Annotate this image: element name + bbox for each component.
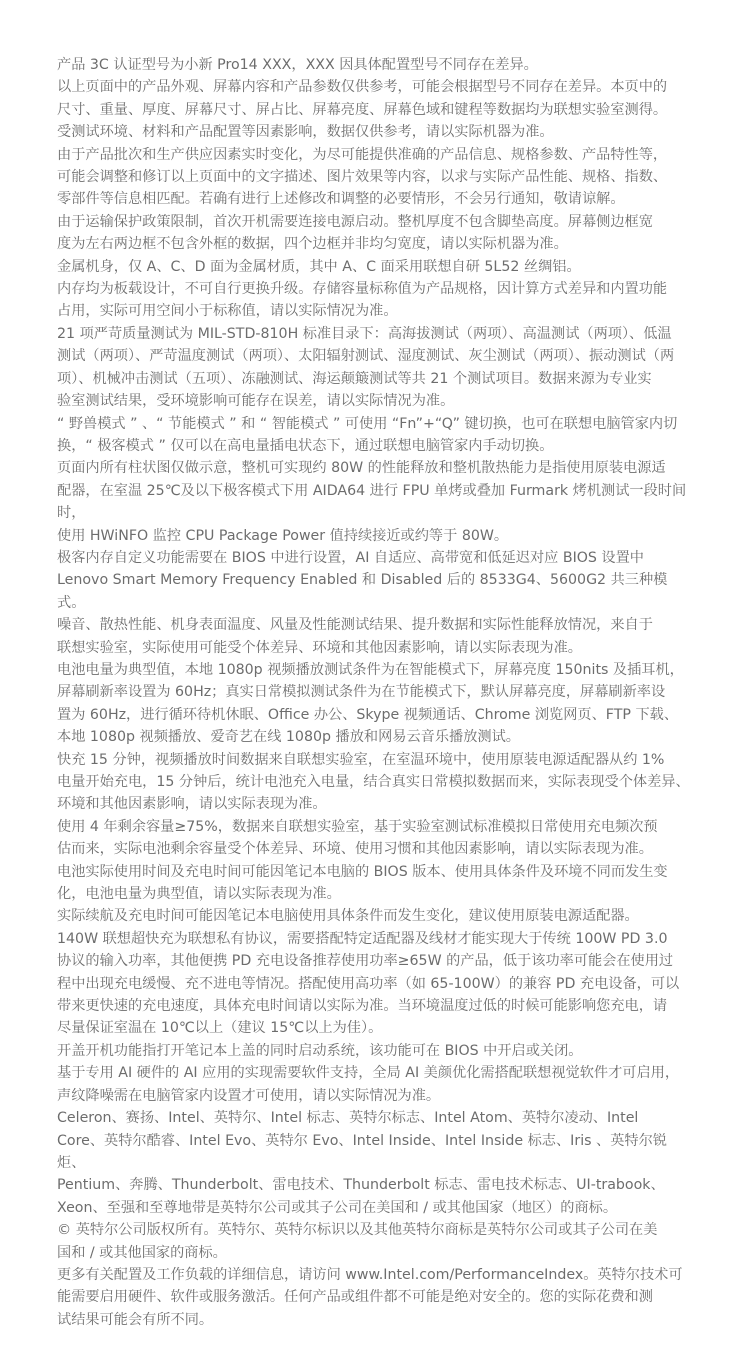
disclaimer-paragraph: 基于专用 AI 硬件的 AI 应用的实现需要软件支持，全局 AI 美颜优化需搭配联想视觉软件才可启用， 声纹降噪需在电脑管家内设置才可使用，请以实际情况为准。 [57, 1065, 680, 1104]
disclaimer-paragraph: 产品 3C 认证型号为小新 Pro14 XXX，XXX 因具体配置型号不同存在差异。 [57, 57, 538, 73]
disclaimer-paragraph: © 英特尔公司版权所有。英特尔、英特尔标识以及其他英特尔商标是英特尔公司或其子公司在美 国和 / 或其他国家的商标。 [57, 1222, 658, 1261]
disclaimer-paragraph: “ 野兽模式 ” 、“ 节能模式 ” 和 “ 智能模式 ” 可使用 “Fn”+“Q” 键切换，也可在联想电脑管家内切 换，“ 极客模式 ” 仅可以在高电量插电状态下，通过联想电脑管家内手动切换。 [57, 415, 678, 454]
disclaimer-paragraph: 140W 联想超快充为联想私有协议，需要搭配特定适配器及线材才能实现大于传统 100W PD 3.0 协议的输入功率，其他便携 PD 充电设备推荐使用功率≥65W 的产品，低于该功率可能会在使用过 程中出现充电缓慢、充不进电等情况。搭配使用高功率（如 65-100W）的兼容 PD 充电设备，可以 带来更快速的充电速度，具体充电时间请以实际为准。当环境温度过低的时候可能影响您充电，请 尽量保证室温在 10℃以上（建议 15℃以上为佳）。 [57, 930, 680, 1037]
disclaimer-paragraph: 更多有关配置及工作负载的详细信息，请访问 www.Intel.com/PerformanceIndex。英特尔技术可 能需要启用硬件、软件或服务激活。任何产品或组件都不可能是绝对安全的。您的实际花费和测 试结果可能会有所不同。 [57, 1266, 683, 1328]
disclaimer-paragraph: 噪音、散热性能、机身表面温度、风量及性能测试结果、提升数据和实际性能释放情况，来自于 联想实验室，实际使用可能受个体差异、环境和其他因素影响，请以实际表现为准。 [57, 617, 653, 656]
disclaimer-paragraph: 使用 4 年剩余容量≥75%，数据来自联想实验室，基于实验室测试标准模拟日常使用充电频次预 估而来，实际电池剩余容量受个体差异、环境、使用习惯和其他因素影响，请以实际表现为准。 [57, 818, 658, 858]
disclaimer-paragraph: 实际续航及充电时间可能因笔记本电脑使用具体条件而发生变化，建议使用原装电源适配器。 [57, 908, 639, 925]
disclaimer-paragraph: 21 项严苛质量测试为 MIL-STD-810H 标准目录下：高海拔测试（两项）、高温测试（两项）、低温 测试（两项）、严苛温度测试（两项）、太阳辐射测试、湿度测试、灰尘测试（两项）、振动测试（两 项）、机械冲击测试（五项）、冻融测试、海运颠簸测试等共 21 个测试项目。数据来源为专业实 验室测试结果，受环境影响可能存在误差，请以实际情况为准。 [57, 325, 675, 410]
disclaimer-text-block [57, 54, 695, 1331]
disclaimer-paragraph: Celeron、赛扬、Intel、英特尔、Intel 标志、英特尔标志、Intel Atom、英特尔凌动、Intel Core、英特尔酷睿、Intel Evo、英特尔 Evo、Intel Inside、Intel Inside 标志、Iris 、英特尔锐炬、 Pentium、奔腾、Thunderbolt、雷电技术、Thunderbolt 标志、雷电技术标志、UI-trabook、 Xeon、至强和至尊地带是英特尔公司或其子公司在美国和 / 或其他国家（地区）的商标。 [57, 1110, 667, 1216]
disclaimer-paragraph: 由于运输保护政策限制，首次开机需要连接电源启动。整机厚度不包含脚垫高度。屏幕侧边框宽 度为左右两边框不包含外框的数据，四个边框并非均匀宽度，请以实际机器为准。 [57, 213, 653, 253]
disclaimer-paragraph: 开盖开机功能指打开笔记本上盖的同时启动系统，该功能可在 BIOS 中开启或关闭。 [57, 1042, 583, 1059]
disclaimer-paragraph: 由于产品批次和生产供应因素实时变化，为尽可能提供准确的产品信息、规格参数、产品特性等， 可能会调整和修订以上页面中的文字描述、图片效果等内容，以求与实际产品性能、规格、指数、 零部件等信息相匹配。若确有进行上述修改和调整的必要情形，不会另行通知，敬请谅解。 [57, 146, 668, 208]
disclaimer-paragraph: 以上页面中的产品外观、屏幕内容和产品参数仅供参考，可能会根据型号不同存在差异。本页中的 尺寸、重量、厚度、屏幕尺寸、屏占比、屏幕亮度、屏幕色域和键程等数据均为联想实验室测得。 受测试环境、材料和产品配置等因素影响，数据仅供参考，请以实际机器为准。 [57, 79, 668, 141]
disclaimer-paragraph: 内存均为板载设计，不可自行更换升级。存储容量标称值为产品规格，因计算方式差异和内置功能 占用，实际可用空间小于标称值，请以实际情况为准。 [57, 281, 668, 320]
disclaimer-paragraph: 页面内所有柱状图仅做示意，整机可实现约 80W 的性能释放和整机散热能力是指使用原装电源适 配器，在室温 25℃及以下极客模式下用 AIDA64 进行 FPU 单烤或叠加 Furmark 烤机测试一段时间时， 使用 HWiNFO 监控 CPU Package Power 值持续接近或约等于 80W。 [57, 460, 687, 544]
disclaimer-paragraph: 电池实际使用时间及充电时间可能因笔记本电脑的 BIOS 版本、使用具体条件及环境不同而发生变 化，电池电量为典型值，请以实际表现为准。 [57, 863, 668, 903]
disclaimer-paragraph: 极客内存自定义功能需要在 BIOS 中进行设置，AI 自适应、高带宽和低延迟对应 BIOS 设置中 Lenovo Smart Memory Frequency Enabled 和 Disabled 后的 8533G4、5600G2 共三种模式。 [57, 549, 668, 611]
disclaimer-paragraph: 电池电量为典型值，本地 1080p 视频播放测试条件为在智能模式下，屏幕亮度 150nits 及插耳机， 屏幕刷新率设置为 60Hz；真实日常模拟测试条件为在节能模式下，默认屏幕亮度，屏幕刷新率设 置为 60Hz，进行循环待机休眠、Office 办公、Skype 视频通话、Chrome 浏览网页、FTP 下载、 本地 1080p 视频播放、爱奇艺在线 1080p 播放和网易云音乐播放测试。 [57, 661, 684, 746]
disclaimer-paragraph: 金属机身，仅 A、C、D 面为金属材质，其中 A、C 面采用联想自研 5L52 丝绸铝。 [57, 258, 581, 275]
disclaimer-paragraph: 快充 15 分钟，视频播放时间数据来自联想实验室，在室温环境中，使用原装电源适配器从约 1% 电量开始充电，15 分钟后，统计电池充入电量，结合真实日常模拟数据而来，实际表现受个体差异、 环境和其他因素影响，请以实际表现为准。 [57, 751, 690, 813]
